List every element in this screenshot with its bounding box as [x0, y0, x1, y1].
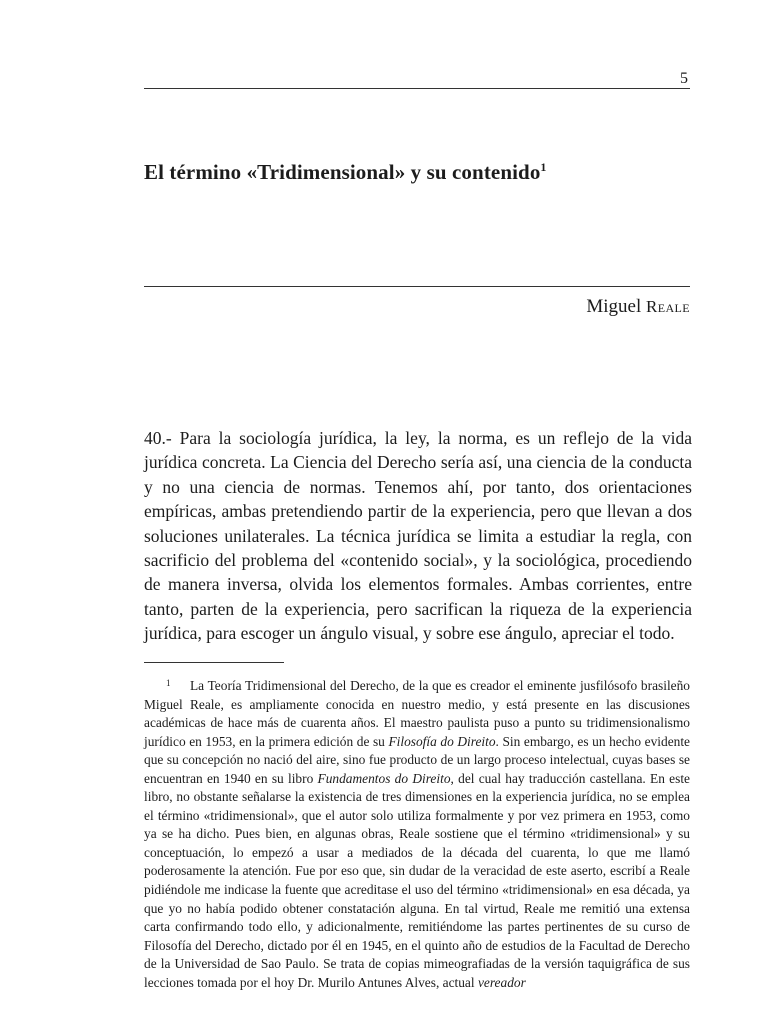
author-rule — [144, 286, 690, 287]
page-number: 5 — [680, 70, 688, 87]
footnote-book-title-1: Filosofía do Direito — [388, 733, 496, 749]
author-line — [440, 296, 690, 318]
title-footnote-mark: 1 — [540, 160, 547, 174]
footnote-text-1: La Teoría Tridimensional del Derecho, de la que es creador el eminente jusfilósofo brasileño Miguel Reale, es ampliamente conocida en nuestro medio, y está presente en las discusiones académicas de hace más de cuarenta años. El maestro paulista puso a punto su tridimensionalismo jurídico en 1953, en la primera edición de su — [144, 678, 690, 749]
author-last-name: Reale — [646, 297, 690, 316]
footnote-book-title-2: Fundamentos do Direito — [317, 770, 451, 786]
footnote-text-2: . Sin embargo, es un hecho evidente que su concepción no nació del aire, sino fue producto de un largo proceso intelectual, cuyas bases se encuentran en 1940 en su libro — [144, 733, 690, 786]
author-first-name: Miguel — [586, 296, 642, 317]
chapter-title-text: El término «Tridimensional» y su contenido — [144, 160, 541, 184]
footnote-italic-word: vereador — [477, 974, 526, 990]
footnote-text-3: , del cual hay traducción castellana. En este libro, no obstante señalarse la existencia de tres dimensiones en la experiencia jurídica, no se emplea el término «tridimensional», que el autor solo utiliza formalmente y por vez primera en 1953, como ya se ha dicho. Pues bien, en algunas obras, Reale sostiene que el término «tridimensional» y su conceptuación, lo empezó a usar a mediados de la década del cuarenta, lo que me llamó poderosamente la atención. Fue por eso que, sin dudar de la veracidad de este aserto, escribí a Reale pidiéndole me indicase la fuente que acreditase el uso del término «tridimensional» en esa década, ya que yo no había podido obtener constatación alguna. En tal virtud, Reale me remitió una extensa carta confirmando todo ello, y adicionalmente, remitiéndome las partes pertinentes de su curso de Filosofía del Derecho, dictado por él en 1945, en el quinto año de estudios de la Facultad de Derecho de la Universidad de Sao Paulo. Se trata de copias mimeografiadas de la versión taquigráfica de sus lecciones tomada por el hoy Dr. Murilo Antunes Alves, actual — [144, 770, 690, 990]
header-rule — [144, 88, 690, 89]
body-paragraph: 40.- Para la sociología jurídica, la ley, la norma, es un reflejo de la vida jurídica concreta. La Ciencia del Derecho sería así, una ciencia de la conducta y no una ciencia de normas. Tenemos ahí, por tanto, dos orientaciones empíricas, ambas pretendiendo partir de la experiencia, pero que llevan a dos soluciones unilaterales. La técnica jurídica se limita a estudiar la regla, con sacrificio del problema del «contenido social», y la sociológica, procediendo de manera inversa, olvida los elementos formales. Ambas corrientes, entre tanto, parten de la experiencia, pero sacrifican la riqueza de la experiencia jurídica, para escoger un ángulo visual, y sobre ese ángulo, apreciar el todo. — [144, 428, 692, 644]
footnote-mark: 1 — [166, 678, 171, 688]
footnote-1 — [144, 674, 690, 992]
footnote-rule — [144, 662, 284, 663]
chapter-title — [144, 160, 704, 185]
